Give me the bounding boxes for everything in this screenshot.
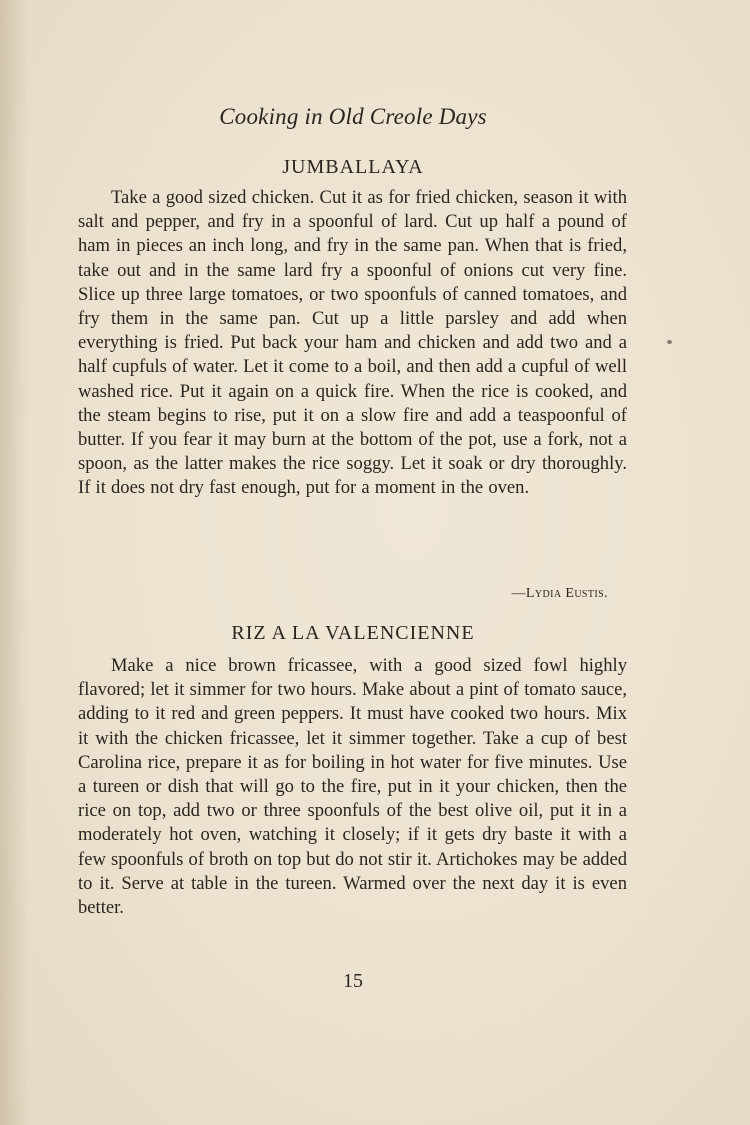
page-number: 15	[343, 970, 363, 992]
running-head: Cooking in Old Creole Days	[219, 104, 487, 129]
attribution-text: —Lydia Eustis.	[511, 586, 608, 601]
recipe-body-jumballaya: Take a good sized chicken. Cut it as for fried chicken, season it with salt and pepper, and fry in a spoonful of lard. Cut up half a pound of ham in pieces an inch long, and fry in the same pan. When that is fried, take out and in the same lard fry a spoonful of onions cut very fine. Slice up three large tomatoes, or two spoonfuls of canned tomatoes, and fry them in the same pan. Cut up a little parsley and add when everything is fried. Put back your ham and chicken and add two and a half cupfuls of water. Let it come to a boil, and then add a cupful of well washed rice. Put it again on a quick fire. When the rice is cooked, and the steam begins to rise, put it on a slow fire and add a teaspoonful of butter. If you fear it may burn at the bottom of the pot, use a fork, not a spoon, as the latter makes the rice soggy. Let it soak or dry thoroughly. If it does not dry fast enough, put for a moment in the oven.	[78, 187, 627, 499]
recipe-title-jumballaya: JUMBALLAYA	[282, 156, 424, 178]
recipe-title-riz-a-la-valencienne: RIZ A LA VALENCIENNE	[231, 622, 475, 644]
paper-speck	[667, 340, 672, 344]
recipe-attribution	[512, 586, 608, 602]
recipe-body-riz-a-la-valencienne: Make a nice brown fricassee, with a good sized fowl highly flavored; let it simmer for two hours. Make about a pint of tomato sauce, adding to it red and green peppers. It must have cooked two hours. Mix it with the chicken fricassee, let it simmer together. Take a cup of best Carolina rice, prepare it as for boiling in hot water for five minutes. Use a tureen or dish that will go to the fire, put in it your chicken, then the rice on top, add two or three spoonfuls of the best olive oil, put it in a moderately hot oven, watching it closely; if it gets dry baste it with a few spoonfuls of broth on top but do not stir it. Artichokes may be added to it. Serve at table in the tureen. Warmed over the next day it is even better.	[78, 655, 627, 919]
binding-shadow	[0, 0, 28, 1125]
